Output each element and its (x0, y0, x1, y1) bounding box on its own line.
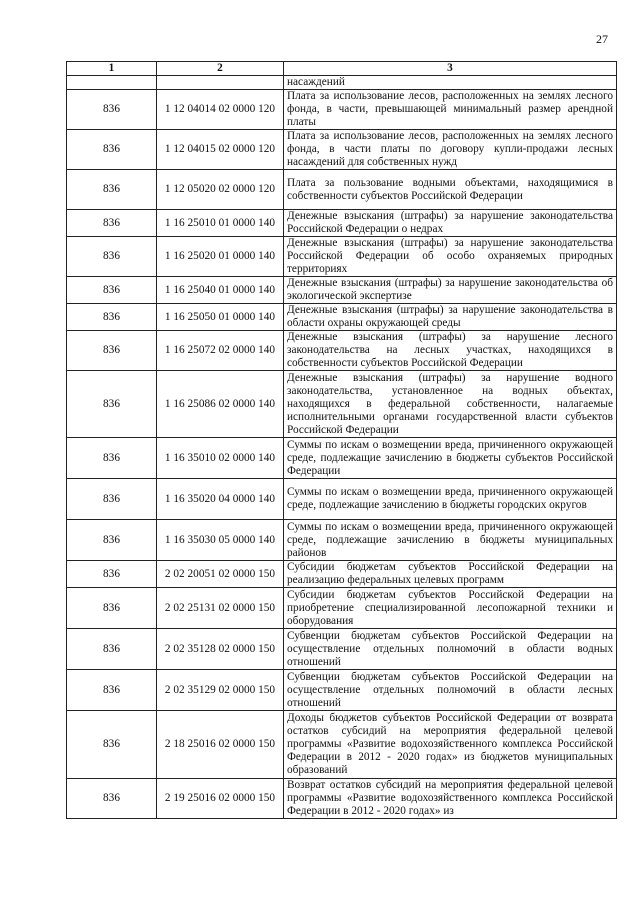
table-row (67, 331, 617, 371)
table-row (67, 561, 617, 588)
budget-code-cell: 2 19 25016 02 0000 150 (157, 779, 284, 819)
admin-code-cell: 836 (67, 561, 157, 588)
description-cell: Субсидии бюджетам субъектов Российской Федерации на приобретение специализированной лесопожарной техники и оборудования (284, 588, 617, 629)
admin-code-cell: 836 (67, 371, 157, 438)
description-cell: Субсидии бюджетам субъектов Российской Федерации на реализацию федеральных целевых программ (284, 561, 617, 588)
table-row (67, 277, 617, 304)
table-row (67, 670, 617, 711)
description-cell: Денежные взыскания (штрафы) за нарушение законодательства Российской Федерации об особо охраняемых природных территориях (284, 237, 617, 277)
admin-code-cell: 836 (67, 170, 157, 210)
admin-code-cell (67, 76, 157, 90)
table-row (67, 438, 617, 479)
column-header-3: 3 (284, 62, 617, 76)
budget-code-cell: 2 02 35129 02 0000 150 (157, 670, 284, 711)
table-row (67, 779, 617, 819)
description-cell: Доходы бюджетов субъектов Российской Федерации от возврата остатков субсидий на мероприятия федеральной целевой программы «Развитие водохозяйственного комплекса Российской Федерации в 2012 - 2020 годах» из бюджетов муниципальных образований (284, 711, 617, 779)
table-header-row (67, 62, 617, 76)
description-cell: Субвенции бюджетам субъектов Российской Федерации на осуществление отдельных полномочий в области лесных отношений (284, 670, 617, 711)
table-row (67, 711, 617, 779)
description-cell: Плата за пользование водными объектами, находящимися в собственности субъектов Российской Федерации (284, 170, 617, 210)
description-cell: Денежные взыскания (штрафы) за нарушение законодательства в области охраны окружающей среды (284, 304, 617, 331)
budget-code-cell: 2 02 20051 02 0000 150 (157, 561, 284, 588)
admin-code-cell: 836 (67, 304, 157, 331)
admin-code-cell: 836 (67, 670, 157, 711)
budget-code-cell: 2 18 25016 02 0000 150 (157, 711, 284, 779)
table-row (67, 588, 617, 629)
admin-code-cell: 836 (67, 479, 157, 520)
description-cell: Денежные взыскания (штрафы) за нарушение водного законодательства, установленное на водных объектах, находящихся в федеральной собственности, налагаемые исполнительными органами государственной власти субъектов Российской Федерации (284, 371, 617, 438)
budget-code-cell: 2 02 35128 02 0000 150 (157, 629, 284, 670)
admin-code-cell: 836 (67, 237, 157, 277)
description-cell: Денежные взыскания (штрафы) за нарушение законодательства об экологической экспертизе (284, 277, 617, 304)
table-row (67, 304, 617, 331)
table-row (67, 371, 617, 438)
description-cell: Суммы по искам о возмещении вреда, причиненного окружающей среде, подлежащие зачислению в бюджеты городских округов (284, 479, 617, 520)
table-row (67, 237, 617, 277)
budget-code-cell: 1 16 35010 02 0000 140 (157, 438, 284, 479)
table-row (67, 210, 617, 237)
admin-code-cell: 836 (67, 90, 157, 130)
budget-code-cell: 1 16 25010 01 0000 140 (157, 210, 284, 237)
admin-code-cell: 836 (67, 711, 157, 779)
budget-code-cell: 1 16 25020 01 0000 140 (157, 237, 284, 277)
budget-code-cell: 1 12 04014 02 0000 120 (157, 90, 284, 130)
table-row (67, 90, 617, 130)
description-cell: Денежные взыскания (штрафы) за нарушение лесного законодательства на лесных участках, находящихся в собственности субъектов Российской Федерации (284, 331, 617, 371)
budget-code-cell: 1 16 25050 01 0000 140 (157, 304, 284, 331)
column-header-2: 2 (157, 62, 284, 76)
budget-code-cell: 2 02 25131 02 0000 150 (157, 588, 284, 629)
budget-code-cell (157, 76, 284, 90)
description-cell: насаждений (284, 76, 617, 90)
description-cell: Плата за использование лесов, расположенных на землях лесного фонда, в части платы по договору купли-продажи лесных насаждений для собственных нужд (284, 130, 617, 170)
description-cell: Денежные взыскания (штрафы) за нарушение законодательства Российской Федерации о недрах (284, 210, 617, 237)
description-cell: Субвенции бюджетам субъектов Российской Федерации на осуществление отдельных полномочий в области водных отношений (284, 629, 617, 670)
table-row (67, 170, 617, 210)
table-row (67, 520, 617, 561)
description-cell: Суммы по искам о возмещении вреда, причиненного окружающей среде, подлежащие зачислению в бюджеты муниципальных районов (284, 520, 617, 561)
admin-code-cell: 836 (67, 130, 157, 170)
budget-code-cell: 1 16 25040 01 0000 140 (157, 277, 284, 304)
budget-code-cell: 1 12 04015 02 0000 120 (157, 130, 284, 170)
admin-code-cell: 836 (67, 588, 157, 629)
table-row (67, 76, 617, 90)
revenue-codes-table (66, 61, 617, 819)
column-header-1: 1 (67, 62, 157, 76)
admin-code-cell: 836 (67, 520, 157, 561)
budget-code-cell: 1 12 05020 02 0000 120 (157, 170, 284, 210)
description-cell: Суммы по искам о возмещении вреда, причиненного окружающей среде, подлежащие зачислению в бюджеты субъектов Российской Федерации (284, 438, 617, 479)
budget-code-cell: 1 16 25086 02 0000 140 (157, 371, 284, 438)
table-row (67, 629, 617, 670)
description-cell: Возврат остатков субсидий на мероприятия федеральной целевой программы «Развитие водохозяйственного комплекса Российской Федерации в 2012 - 2020 годах» из (284, 779, 617, 819)
admin-code-cell: 836 (67, 629, 157, 670)
budget-code-cell: 1 16 35030 05 0000 140 (157, 520, 284, 561)
budget-code-cell: 1 16 35020 04 0000 140 (157, 479, 284, 520)
admin-code-cell: 836 (67, 438, 157, 479)
admin-code-cell: 836 (67, 277, 157, 304)
table-row (67, 130, 617, 170)
budget-code-cell: 1 16 25072 02 0000 140 (157, 331, 284, 371)
page-number: 27 (596, 32, 608, 46)
description-cell: Плата за использование лесов, расположенных на землях лесного фонда, в части, превышающей минимальный размер арендной платы (284, 90, 617, 130)
admin-code-cell: 836 (67, 210, 157, 237)
admin-code-cell: 836 (67, 779, 157, 819)
admin-code-cell: 836 (67, 331, 157, 371)
table-row (67, 479, 617, 520)
